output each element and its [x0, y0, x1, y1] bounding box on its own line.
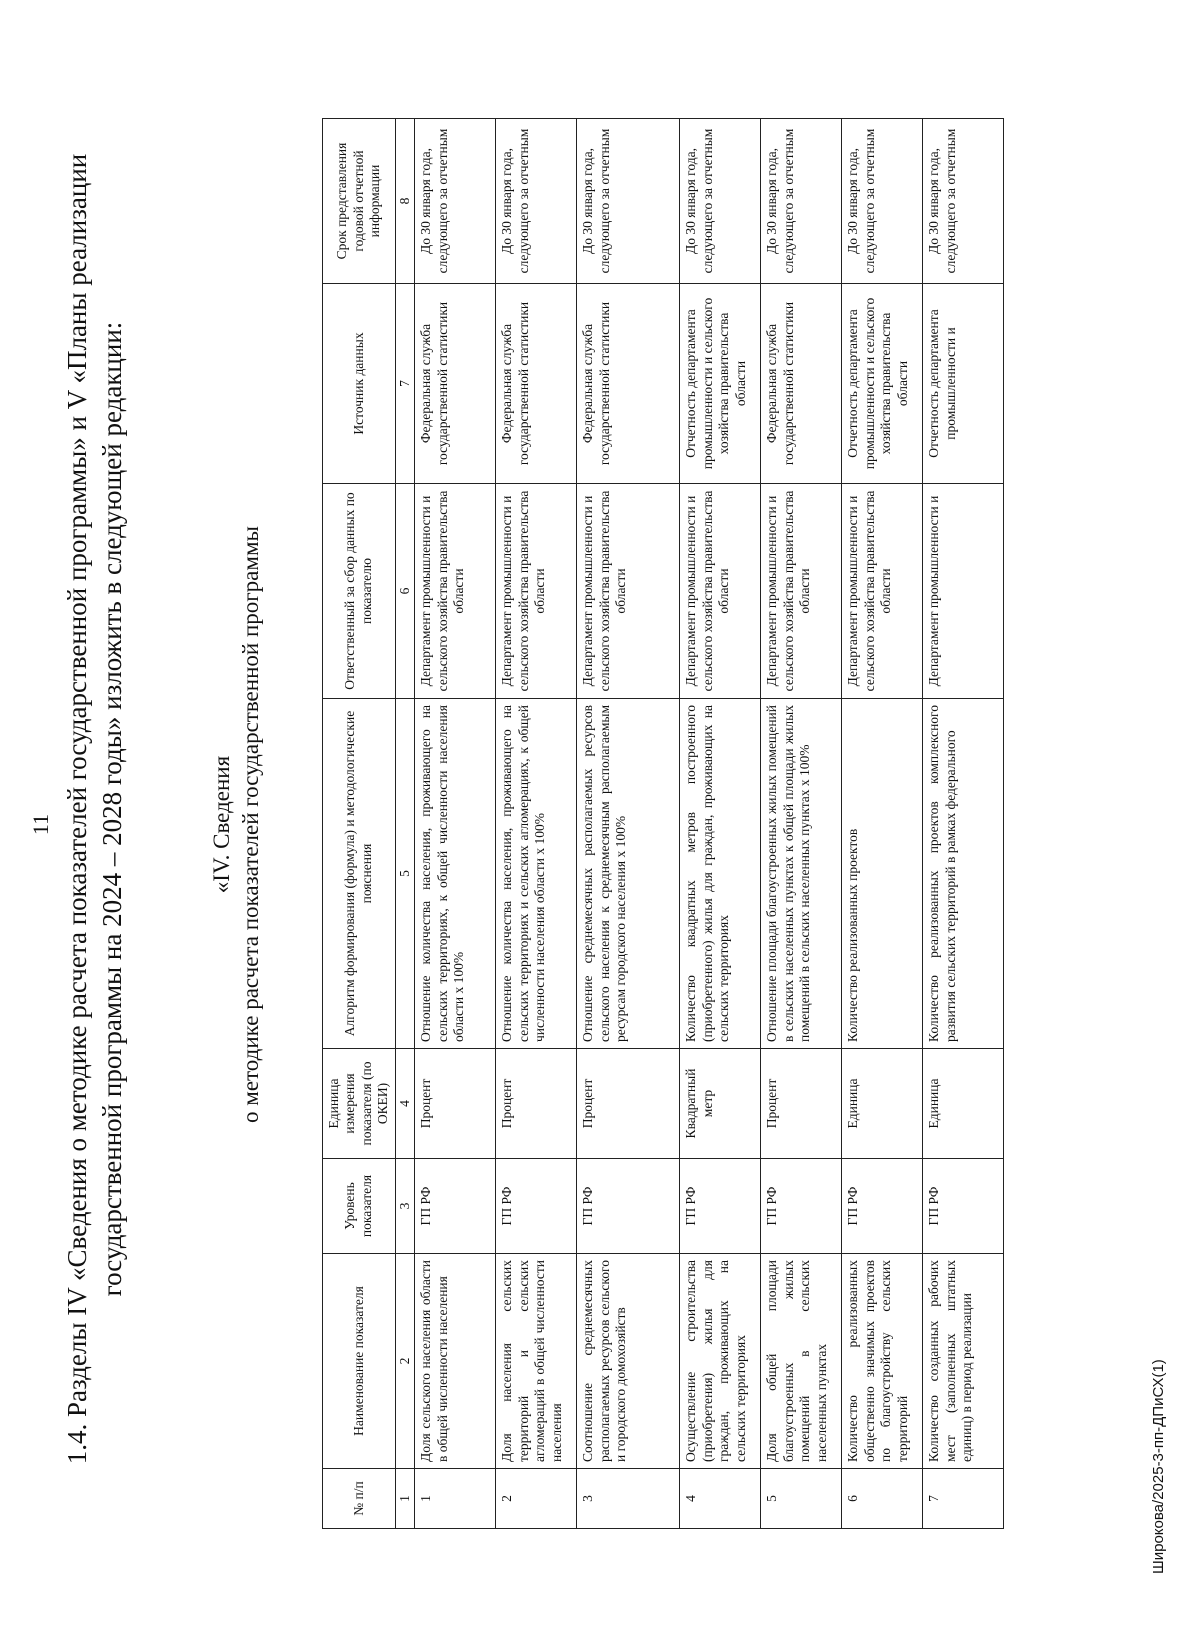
indicator-level: ГП РФ: [842, 1159, 923, 1254]
indicator-source: Федеральная служба государственной статистики: [761, 284, 842, 484]
indicator-name: Осуществление строительства (приобретения) жилья для граждан, проживающих на сельских территориях: [680, 1254, 761, 1469]
indicator-algorithm: Отношение площади благоустроенных жилых помещений в сельских населенных пунктах к общей площади жилых помещений в сельских населенных пунктах х 100%: [761, 699, 842, 1049]
row-num: 1: [415, 1469, 496, 1529]
indicator-responsible: Департамент промышленности и сельского хозяйства правительства области: [680, 484, 761, 699]
indicator-level: ГП РФ: [761, 1159, 842, 1254]
indicator-level: ГП РФ: [415, 1159, 496, 1254]
document-heading: 1.4. Разделы IV «Сведения о методике расчета показателей государственной программы» и V «Планы реализации государственной программы на 2024 – 2028 годы» изложить в следующей редакции:: [62, 153, 128, 1465]
indicator-deadline: До 30 января года, следующего за отчетным: [842, 119, 923, 284]
column-number: 2: [395, 1254, 414, 1469]
row-num: 6: [842, 1469, 923, 1529]
header-deadline: Срок представления годовой отчетной информации: [323, 119, 396, 284]
column-number: 1: [395, 1469, 414, 1529]
indicator-deadline: До 30 января года, следующего за отчетным: [761, 119, 842, 284]
section-title-line-2: о методике расчета показателей государственной программы: [237, 526, 263, 1123]
indicator-unit: Процент: [577, 1049, 680, 1159]
table-row: [496, 119, 577, 1529]
indicator-name: Соотношение среднемесячных располагаемых ресурсов сельского и городского домохозяйств: [577, 1254, 680, 1469]
column-number: 8: [395, 119, 414, 284]
header-num: № п/п: [323, 1469, 396, 1529]
indicator-name: Доля общей площади благоустроенных жилых помещений в сельских населенных пунктах: [761, 1254, 842, 1469]
indicator-responsible: Департамент промышленности и сельского хозяйства правительства области: [761, 484, 842, 699]
indicator-source: Отчетность департамента промышленности и сельского хозяйства правительства области: [680, 284, 761, 484]
indicator-responsible: Департамент промышленности и сельского хозяйства правительства области: [842, 484, 923, 699]
indicator-unit: Процент: [761, 1049, 842, 1159]
table-row: [415, 119, 496, 1529]
indicator-level: ГП РФ: [496, 1159, 577, 1254]
column-number-row: [395, 119, 414, 1529]
table-row: [923, 119, 1004, 1529]
indicator-name: Количество реализованных общественно значимых проектов по благоустройству сельских территорий: [842, 1254, 923, 1469]
section-title-line-1: «IV. Сведения: [209, 755, 234, 894]
header-unit: Единица измерения показателя (по ОКЕИ): [323, 1049, 396, 1159]
header-algorithm: Алгоритм формирования (формула) и методологические пояснения: [323, 699, 396, 1049]
indicator-deadline: До 30 января года, следующего за отчетным: [415, 119, 496, 284]
document-reference: Широкова/2025-3-пп-ДПиСХ(1): [1150, 1359, 1167, 1574]
column-number: 3: [395, 1159, 414, 1254]
indicator-source: Федеральная служба государственной статистики: [415, 284, 496, 484]
table-row: [680, 119, 761, 1529]
indicator-algorithm: Отношение среднемесячных располагаемых ресурсов сельского населения к среднемесячным располагаемым ресурсам городского населения х 100%: [577, 699, 680, 1049]
indicator-deadline: До 30 января года, следующего за отчетным: [680, 119, 761, 284]
indicator-unit: Квадратный метр: [680, 1049, 761, 1159]
row-num: 2: [496, 1469, 577, 1529]
table-row: [842, 119, 923, 1529]
header-level: Уровень показателя: [323, 1159, 396, 1254]
indicator-source: Федеральная служба государственной статистики: [577, 284, 680, 484]
table-header-row: [323, 119, 396, 1529]
indicator-algorithm: Количество реализованных проектов: [842, 699, 923, 1049]
indicator-deadline: До 30 января года, следующего за отчетным: [923, 119, 1004, 284]
row-num: 4: [680, 1469, 761, 1529]
table-row: [577, 119, 680, 1529]
header-name: Наименование показателя: [323, 1254, 396, 1469]
indicator-responsible: Департамент промышленности и сельского хозяйства правительства области: [415, 484, 496, 699]
indicator-level: ГП РФ: [680, 1159, 761, 1254]
page-number: 11: [28, 813, 53, 836]
indicator-level: ГП РФ: [577, 1159, 680, 1254]
indicator-algorithm: Отношение количества населения, проживающего на сельских территориях, к общей численности населения области х 100%: [415, 699, 496, 1049]
indicator-source: Отчетность департамента промышленности и сельского хозяйства правительства области: [842, 284, 923, 484]
indicator-name: Количество созданных рабочих мест (заполненных штатных единиц) в период реализации: [923, 1254, 1004, 1469]
column-number: 4: [395, 1049, 414, 1159]
section-title: [208, 0, 266, 1649]
indicator-unit: Процент: [496, 1049, 577, 1159]
indicator-responsible: Департамент промышленности и сельского хозяйства правительства области: [577, 484, 680, 699]
indicator-unit: Единица: [842, 1049, 923, 1159]
indicator-responsible: Департамент промышленности и сельского хозяйства правительства области: [496, 484, 577, 699]
indicator-algorithm: Количество квадратных метров построенного (приобретенного) жилья для граждан, проживающих на сельских территориях: [680, 699, 761, 1049]
indicator-responsible: Департамент промышленности и: [923, 484, 1004, 699]
row-num: 3: [577, 1469, 680, 1529]
indicator-deadline: До 30 января года, следующего за отчетным: [496, 119, 577, 284]
header-responsible: Ответственный за сбор данных по показателю: [323, 484, 396, 699]
indicator-source: Федеральная служба государственной статистики: [496, 284, 577, 484]
row-num: 5: [761, 1469, 842, 1529]
indicator-name: Доля населения сельских территорий и сельских агломераций в общей численности населения: [496, 1254, 577, 1469]
indicator-name: Доля сельского населения области в общей численности населения: [415, 1254, 496, 1469]
header-source: Источник данных: [323, 284, 396, 484]
indicator-level: ГП РФ: [923, 1159, 1004, 1254]
indicator-source: Отчетность департамента промышленности и: [923, 284, 1004, 484]
column-number: 7: [395, 284, 414, 484]
row-num: 7: [923, 1469, 1004, 1529]
indicators-method-table: [322, 118, 1004, 1529]
indicator-unit: Процент: [415, 1049, 496, 1159]
indicator-algorithm: Отношение количества населения, проживающего на сельских территориях и сельских агломерациях, к общей численности населения области х 100%: [496, 699, 577, 1049]
indicator-unit: Единица: [923, 1049, 1004, 1159]
table-row: [761, 119, 842, 1529]
indicator-algorithm: Количество реализованных проектов комплексного развития сельских территорий в рамках федерального: [923, 699, 1004, 1049]
column-number: 5: [395, 699, 414, 1049]
indicator-deadline: До 30 января года, следующего за отчетным: [577, 119, 680, 284]
column-number: 6: [395, 484, 414, 699]
